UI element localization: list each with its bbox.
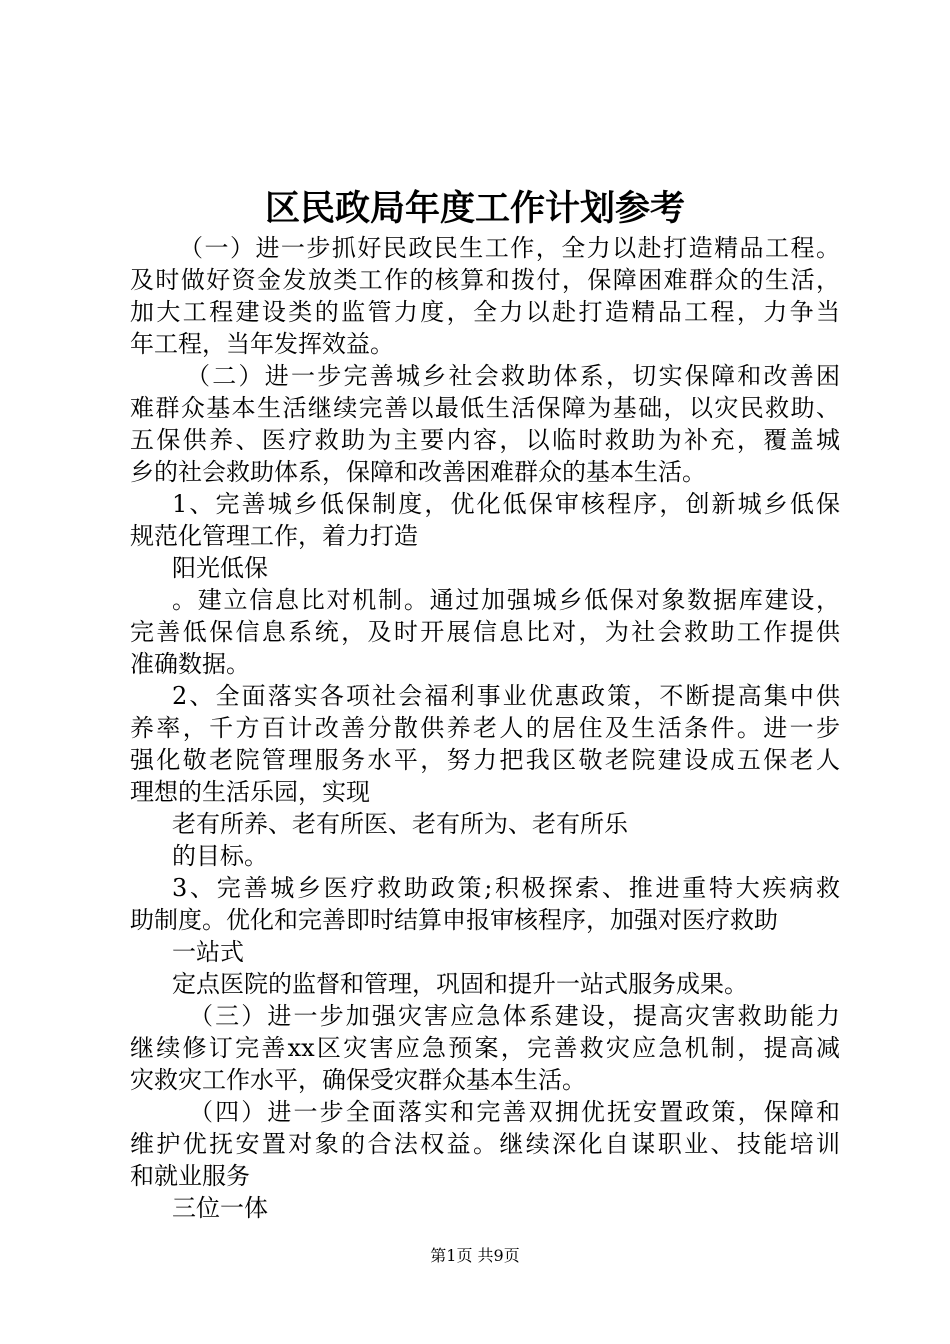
body-line: 继续修订完善xx区灾害应急预案，完善救灾应急机制，提高减 (130, 1034, 840, 1062)
body-line: 乡的社会救助体系，保障和改善困难群众的基本生活。 (130, 458, 706, 486)
document-title: 区民政局年度工作计划参考 (264, 188, 685, 229)
body-line: 1、完善城乡低保制度，优化低保审核程序，创新城乡低保 (172, 490, 840, 518)
body-line: 强化敬老院管理服务水平，努力把我区敬老院建设成五保老人 (130, 746, 840, 774)
body-line: 的目标。 (172, 842, 268, 870)
body-line: 准确数据。 (130, 650, 250, 678)
body-line: 和就业服务 (130, 1162, 250, 1190)
body-line: 阳光低保 (172, 554, 268, 582)
body-line: （三）进一步加强灾害应急体系建设，提高灾害救助能力 (189, 1002, 840, 1030)
body-line: （二）进一步完善城乡社会救助体系，切实保障和改善困 (186, 362, 840, 390)
body-line: 五保供养、医疗救助为主要内容，以临时救助为补充，覆盖城 (130, 426, 840, 454)
page-indicator: 第1页 共9页 (430, 1246, 520, 1265)
body-line: 理想的生活乐园，实现 (130, 778, 370, 806)
body-line: （四）进一步全面落实和完善双拥优抚安置政策，保障和 (189, 1098, 840, 1126)
body-line: （一）进一步抓好民政民生工作，全力以赴打造精品工程。 (179, 234, 840, 262)
body-line: 年工程，当年发挥效益。 (130, 330, 394, 358)
body-line: 灾救灾工作水平，确保受灾群众基本生活。 (130, 1066, 586, 1094)
body-line: 加大工程建设类的监管力度，全力以赴打造精品工程，力争当 (130, 298, 840, 326)
body-line: 三位一体 (172, 1194, 268, 1222)
body-line: 3、完善城乡医疗救助政策;积极探索、推进重特大疾病救 (172, 874, 840, 902)
body-line: 一站式 (172, 938, 244, 966)
body-line: 难群众基本生活继续完善以最低生活保障为基础，以灾民救助、 (130, 394, 840, 422)
body-line: 规范化管理工作，着力打造 (130, 522, 418, 550)
body-line: 维护优抚安置对象的合法权益。继续深化自谋职业、技能培训 (130, 1130, 840, 1158)
body-line: 2、全面落实各项社会福利事业优惠政策，不断提高集中供 (172, 682, 840, 710)
body-line: 。建立信息比对机制。通过加强城乡低保对象数据库建设， (172, 586, 840, 614)
body-line: 养率，千方百计改善分散供养老人的居住及生活条件。进一步 (130, 714, 840, 742)
body-line: 定点医院的监督和管理，巩固和提升一站式服务成果。 (172, 970, 748, 998)
body-line: 助制度。优化和完善即时结算申报审核程序，加强对医疗救助 (130, 906, 778, 934)
body-line: 完善低保信息系统，及时开展信息比对，为社会救助工作提供 (130, 618, 840, 646)
document-body (130, 232, 840, 1224)
body-line: 老有所养、老有所医、老有所为、老有所乐 (172, 810, 628, 838)
body-line: 及时做好资金发放类工作的核算和拨付，保障困难群众的生活， (130, 266, 840, 294)
